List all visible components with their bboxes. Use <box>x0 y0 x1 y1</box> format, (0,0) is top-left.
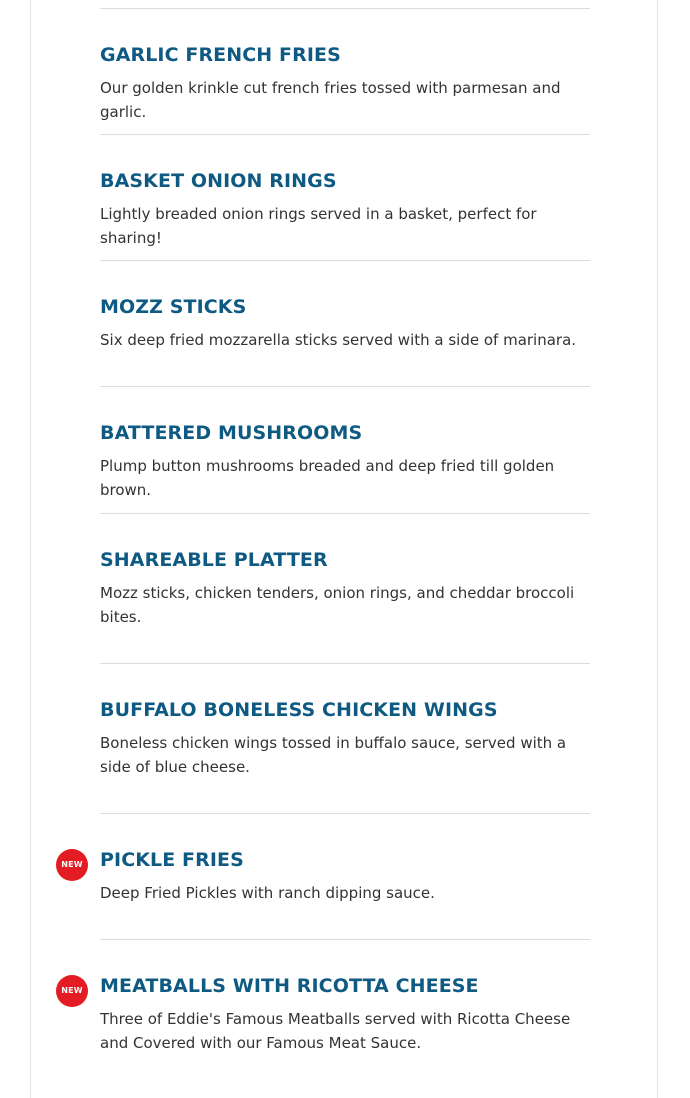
divider <box>100 939 590 940</box>
menu-item-description: Deep Fried Pickles with ranch dipping sauce. <box>100 884 435 902</box>
menu-item-title: MOZZ STICKS <box>100 296 247 318</box>
menu-item-title: BATTERED MUSHROOMS <box>100 422 363 444</box>
menu-item-description: Lightly breaded onion rings served in a basket, perfect for sharing! <box>100 205 537 247</box>
divider <box>100 663 590 664</box>
menu-item-title: BUFFALO BONELESS CHICKEN WINGS <box>100 699 498 721</box>
menu-item-description: Plump button mushrooms breaded and deep fried till golden brown. <box>100 457 555 499</box>
menu-item-description: Mozz sticks, chicken tenders, onion rings, and cheddar broccoli bites. <box>100 584 575 626</box>
divider <box>100 513 590 514</box>
new-badge: NEW <box>56 975 88 1007</box>
divider <box>100 386 590 387</box>
menu-item-description: Three of Eddie's Famous Meatballs served with Ricotta Cheese and Covered with our Famous Meat Sauce. <box>100 1010 571 1052</box>
divider <box>100 8 590 9</box>
divider <box>100 260 590 261</box>
menu-item-description: Six deep fried mozzarella sticks served with a side of marinara. <box>100 331 577 349</box>
menu-item-description: Our golden krinkle cut french fries tossed with parmesan and garlic. <box>100 79 561 121</box>
divider <box>100 813 590 814</box>
menu-item-description: Boneless chicken wings tossed in buffalo sauce, served with a side of blue cheese. <box>100 734 567 776</box>
menu-item-title: MEATBALLS WITH RICOTTA CHEESE <box>100 975 479 997</box>
menu-item-title: SHAREABLE PLATTER <box>100 549 328 571</box>
divider <box>100 134 590 135</box>
new-badge: NEW <box>56 849 88 881</box>
menu-item-title: PICKLE FRIES <box>100 849 244 871</box>
menu-item-title: BASKET ONION RINGS <box>100 170 337 192</box>
menu-item-title: GARLIC FRENCH FRIES <box>100 44 341 66</box>
